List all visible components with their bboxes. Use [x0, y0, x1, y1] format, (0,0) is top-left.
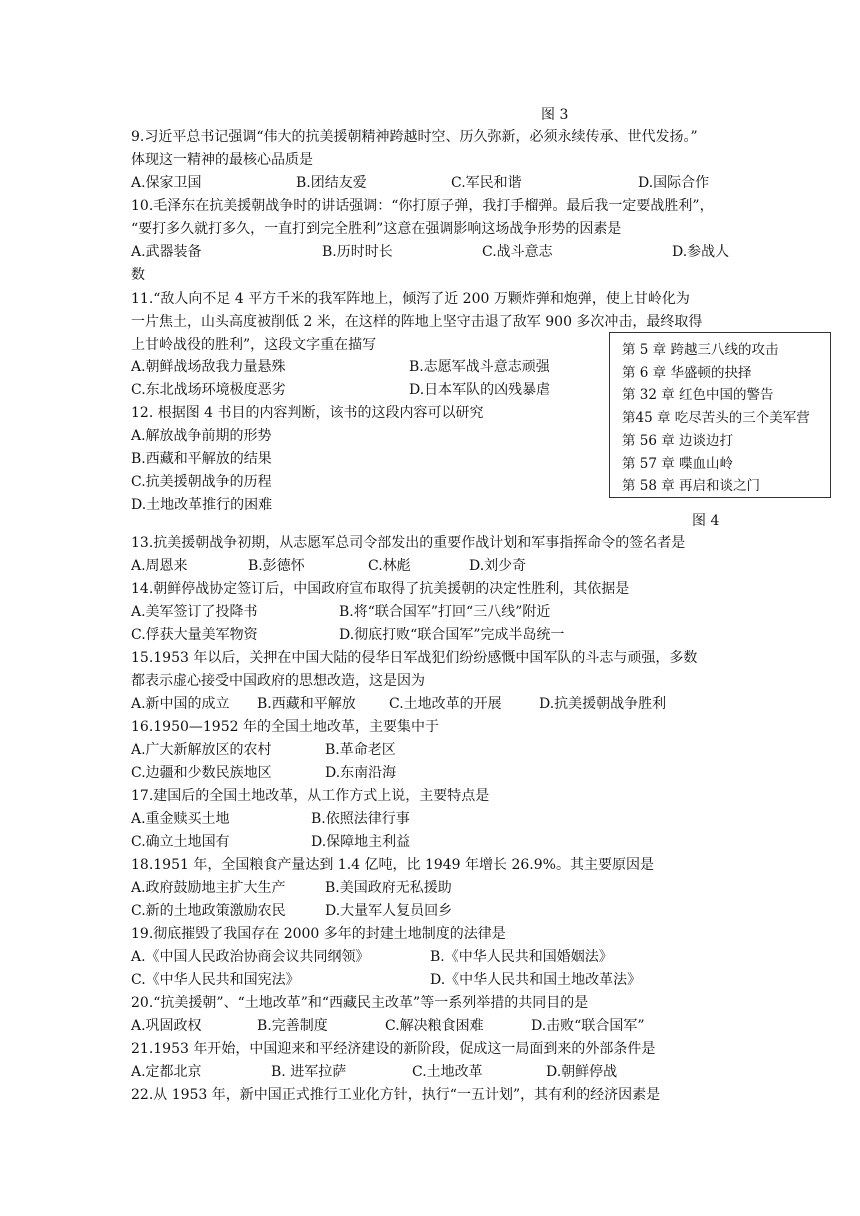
- question-9-option-a: A.保家卫国: [131, 175, 202, 191]
- question-17-line-1: 17.建国后的全国土地改革，从工作方式上说，主要特点是: [131, 788, 490, 804]
- question-10-option-c: C.战斗意志: [482, 244, 553, 260]
- question-12-line-1: 12. 根据图 4 书目的内容判断，该书的这段内容可以研究: [131, 405, 484, 421]
- question-10-line-1: 10.毛泽东在抗美援朝战争时的讲话强调：“你打原子弹，我打手榴弹。最后我一定要战胜利”，: [131, 198, 714, 214]
- question-14-option-c: C.俘获大量美军物资: [131, 627, 258, 643]
- question-13-option-a: A.周恩来: [131, 558, 188, 574]
- question-9-line-2: 体现这一精神的最核心品质是: [131, 152, 313, 168]
- question-11-line-1: 11.“敌人向不足 4 平方千米的我军阵地上，倾泻了近 200 万颗炸弹和炮弹，使上甘岭化为: [131, 291, 690, 307]
- question-11-option-d: D.日本军队的凶残暴虐: [409, 382, 551, 398]
- question-14-option-a: A.美军签订了投降书: [131, 604, 258, 620]
- question-19-option-b: B.《中华人民共和国婚姻法》: [430, 949, 613, 965]
- question-16-option-b: B.革命老区: [325, 742, 396, 758]
- question-18-option-d: D.大量军人复员回乡: [325, 903, 453, 919]
- question-13-option-c: C.林彪: [368, 558, 411, 574]
- question-18-option-c: C.新的土地政策激励农民: [131, 903, 286, 919]
- question-9-option-d: D.国际合作: [638, 175, 710, 191]
- question-12-option-d: D.土地改革推行的困难: [131, 497, 273, 513]
- question-19-line-1: 19.彻底摧毁了我国存在 2000 多年的封建土地制度的法律是: [131, 926, 506, 942]
- question-11-line-3: 上甘岭战役的胜利”，这段文字重在描写: [131, 337, 377, 353]
- question-10-option-d: D.参战人: [672, 244, 730, 260]
- question-15-option-a: A.新中国的成立: [131, 696, 230, 712]
- question-19-option-d: D.《中华人民共和国土地改革法》: [430, 972, 642, 988]
- question-15-option-b: B.西藏和平解放: [257, 696, 356, 712]
- question-15-option-c: C.土地改革的开展: [389, 696, 502, 712]
- question-21-option-d: D.朝鲜停战: [546, 1064, 618, 1080]
- question-21-option-c: C.土地改革: [412, 1064, 483, 1080]
- question-13-line-1: 13.抗美援朝战争初期，从志愿军总司令部发出的重要作战计划和军事指挥命令的签名者是: [131, 535, 686, 551]
- question-9-option-c: C.军民和谐: [451, 175, 522, 191]
- question-17-option-d: D.保障地主利益: [311, 834, 411, 850]
- question-20-option-c: C.解决粮食困难: [385, 1018, 484, 1034]
- question-21-option-a: A.定都北京: [131, 1064, 202, 1080]
- question-10-option-b: B.历时时长: [322, 244, 393, 260]
- question-21-option-b: B. 进军拉萨: [271, 1064, 347, 1080]
- question-17-option-c: C.确立土地国有: [131, 834, 230, 850]
- question-13-option-b: B.彭德怀: [248, 558, 305, 574]
- question-18-option-a: A.政府鼓励地主扩大生产: [131, 880, 286, 896]
- question-9-line-1: 9.习近平总书记强调“伟大的抗美援朝精神跨越时空、历久弥新，必须永续传承、世代发扬。”: [131, 129, 698, 145]
- question-17-option-a: A.重金赎买土地: [131, 811, 230, 827]
- figure-4-label: 图 4: [692, 513, 720, 529]
- toc-entry: 第 32 章 红色中国的警告: [622, 387, 774, 404]
- question-18-option-b: B.美国政府无私援助: [325, 880, 452, 896]
- question-10-option-d-continued: 数: [131, 267, 145, 283]
- question-19-option-c: C.《中华人民共和国宪法》: [131, 972, 300, 988]
- question-15-line-2: 都表示虚心接受中国政府的思想改造，这是因为: [131, 673, 425, 689]
- figure-3-label: 图 3: [541, 107, 569, 123]
- question-22-line-1: 22.从 1953 年，新中国正式推行工业化方针，执行“一五计划”，其有利的经济因素是: [131, 1087, 661, 1103]
- toc-entry: 第 6 章 华盛顿的抉择: [622, 364, 752, 381]
- question-15-option-d: D.抗美援朝战争胜利: [539, 696, 667, 712]
- question-16-option-c: C.边疆和少数民族地区: [131, 765, 272, 781]
- question-21-line-1: 21.1953 年开始，中国迎来和平经济建设的新阶段，促成这一局面到来的外部条件是: [131, 1041, 656, 1057]
- question-11-option-a: A.朝鲜战场敌我力量悬殊: [131, 359, 286, 375]
- question-12-option-a: A.解放战争前期的形势: [131, 428, 272, 444]
- question-20-option-d: D.击败“联合国军”: [531, 1018, 645, 1034]
- question-20-option-a: A.巩固政权: [131, 1018, 202, 1034]
- question-10-line-2: “要打多久就打多久，一直打到完全胜利”这意在强调影响这场战争形势的因素是: [131, 221, 622, 237]
- question-11-line-2: 一片焦土，山头高度被削低 2 米，在这样的阵地上坚守击退了敌军 900 多次冲击，最终取得: [131, 314, 703, 330]
- question-15-line-1: 15.1953 年以后，关押在中国大陆的侵华日军战犯们纷纷感慨中国军队的斗志与顽强，多数: [131, 650, 698, 666]
- question-9-option-b: B.团结友爱: [296, 175, 367, 191]
- toc-entry: 第45 章 吃尽苦头的三个美军营: [622, 410, 810, 427]
- question-14-option-d: D.彻底打败“联合国军”完成半岛统一: [339, 627, 565, 643]
- question-18-line-1: 18.1951 年，全国粮食产量达到 1.4 亿吨，比 1949 年增长 26.9%。其主要原因是: [131, 857, 654, 873]
- question-20-option-b: B.完善制度: [257, 1018, 328, 1034]
- question-16-option-a: A.广大新解放区的农村: [131, 742, 272, 758]
- question-13-option-d: D.刘少奇: [469, 558, 527, 574]
- toc-entry: 第 5 章 跨越三八线的攻击: [622, 342, 779, 358]
- toc-entry: 第 56 章 边谈边打: [622, 432, 734, 449]
- question-11-option-c: C.东北战场环境极度恶劣: [131, 382, 286, 398]
- question-14-option-b: B.将“联合国军”打回“三八线”附近: [339, 604, 551, 620]
- question-17-option-b: B.依照法律行事: [311, 811, 410, 827]
- figure-4-table-of-contents: [609, 332, 831, 498]
- question-20-line-1: 20.“抗美援朝”、“土地改革”和“西藏民主改革”等一系列举措的共同目的是: [131, 995, 589, 1011]
- question-10-option-a: A.武器装备: [131, 244, 202, 260]
- question-11-option-b: B.志愿军战斗意志顽强: [409, 359, 550, 375]
- question-16-option-d: D.东南沿海: [325, 765, 397, 781]
- question-16-line-1: 16.1950—1952 年的全国土地改革，主要集中于: [131, 719, 439, 735]
- question-14-line-1: 14.朝鲜停战协定签订后，中国政府宣布取得了抗美援朝的决定性胜利，其依据是: [131, 581, 630, 597]
- toc-entry: 第 57 章 喋血山岭: [622, 455, 734, 472]
- question-12-option-b: B.西藏和平解放的结果: [131, 451, 272, 467]
- question-19-option-a: A.《中国人民政治协商会议共同纲领》: [131, 949, 370, 965]
- toc-entry: 第 58 章 再启和谈之门: [622, 478, 761, 495]
- question-12-option-c: C.抗美援朝战争的历程: [131, 474, 272, 490]
